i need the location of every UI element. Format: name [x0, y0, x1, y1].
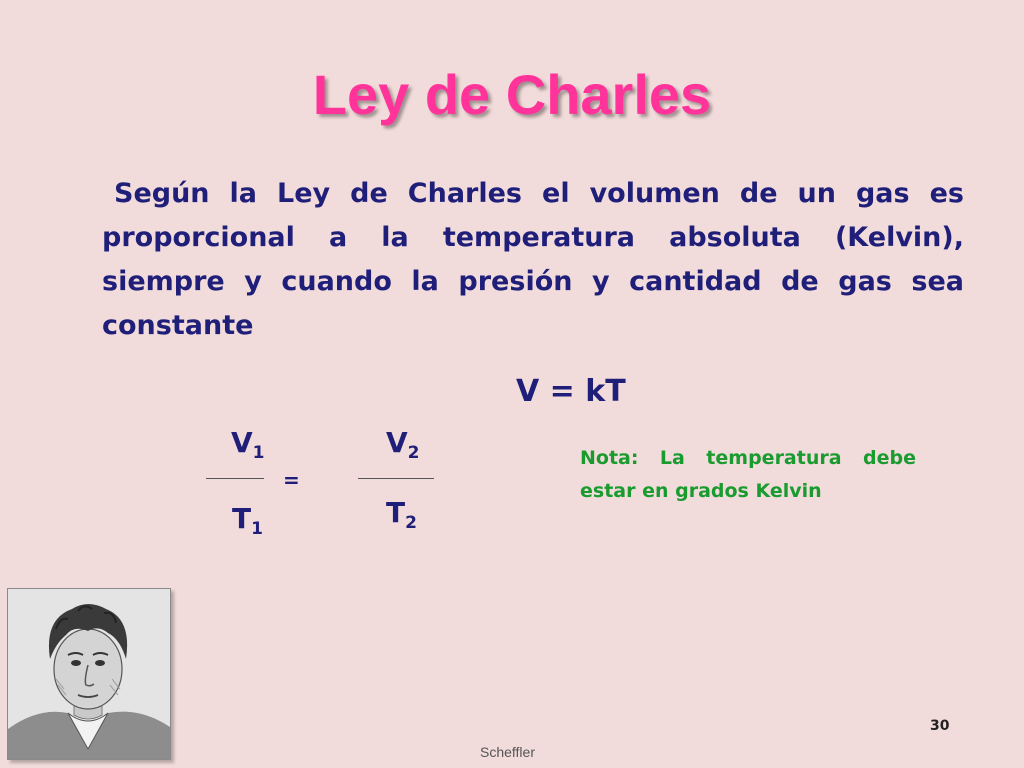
- fraction-left-denominator: [232, 502, 263, 539]
- page-number: 30: [930, 718, 950, 734]
- fraction-right-numerator-symbol: V: [386, 426, 408, 459]
- fraction-equals-sign: =: [283, 468, 300, 492]
- fraction-left-numerator-symbol: V: [231, 426, 253, 459]
- fraction-left-numerator-subscript: 1: [252, 443, 265, 463]
- charles-portrait: [7, 588, 171, 760]
- slide-body-text: Según la Ley de Charles el volumen de un gas es proporcional a la temperatura absoluta (Kelvin), siempre y cuando la presión y cantidad de gas sea constante: [102, 178, 964, 341]
- equation-main: V = kT: [516, 374, 626, 409]
- slide-title: Ley de Charles: [312, 63, 712, 126]
- fraction-right-numerator-subscript: 2: [407, 443, 420, 463]
- fraction-left-denominator-subscript: 1: [251, 519, 263, 539]
- fraction-left-bar: [206, 478, 264, 479]
- fraction-right-denominator-symbol: T: [386, 496, 406, 529]
- fraction-right-numerator: [386, 426, 420, 463]
- portrait-sketch-icon: [8, 589, 170, 759]
- fraction-right-bar: [358, 478, 434, 479]
- kelvin-note: Nota: La temperatura debe estar en grados Kelvin: [580, 447, 916, 502]
- footer-author: Scheffler: [480, 744, 535, 760]
- fraction-right-denominator-subscript: 2: [405, 513, 417, 533]
- fraction-left-denominator-symbol: T: [232, 502, 252, 535]
- fraction-left-numerator: [231, 426, 265, 463]
- fraction-right-denominator: [386, 496, 417, 533]
